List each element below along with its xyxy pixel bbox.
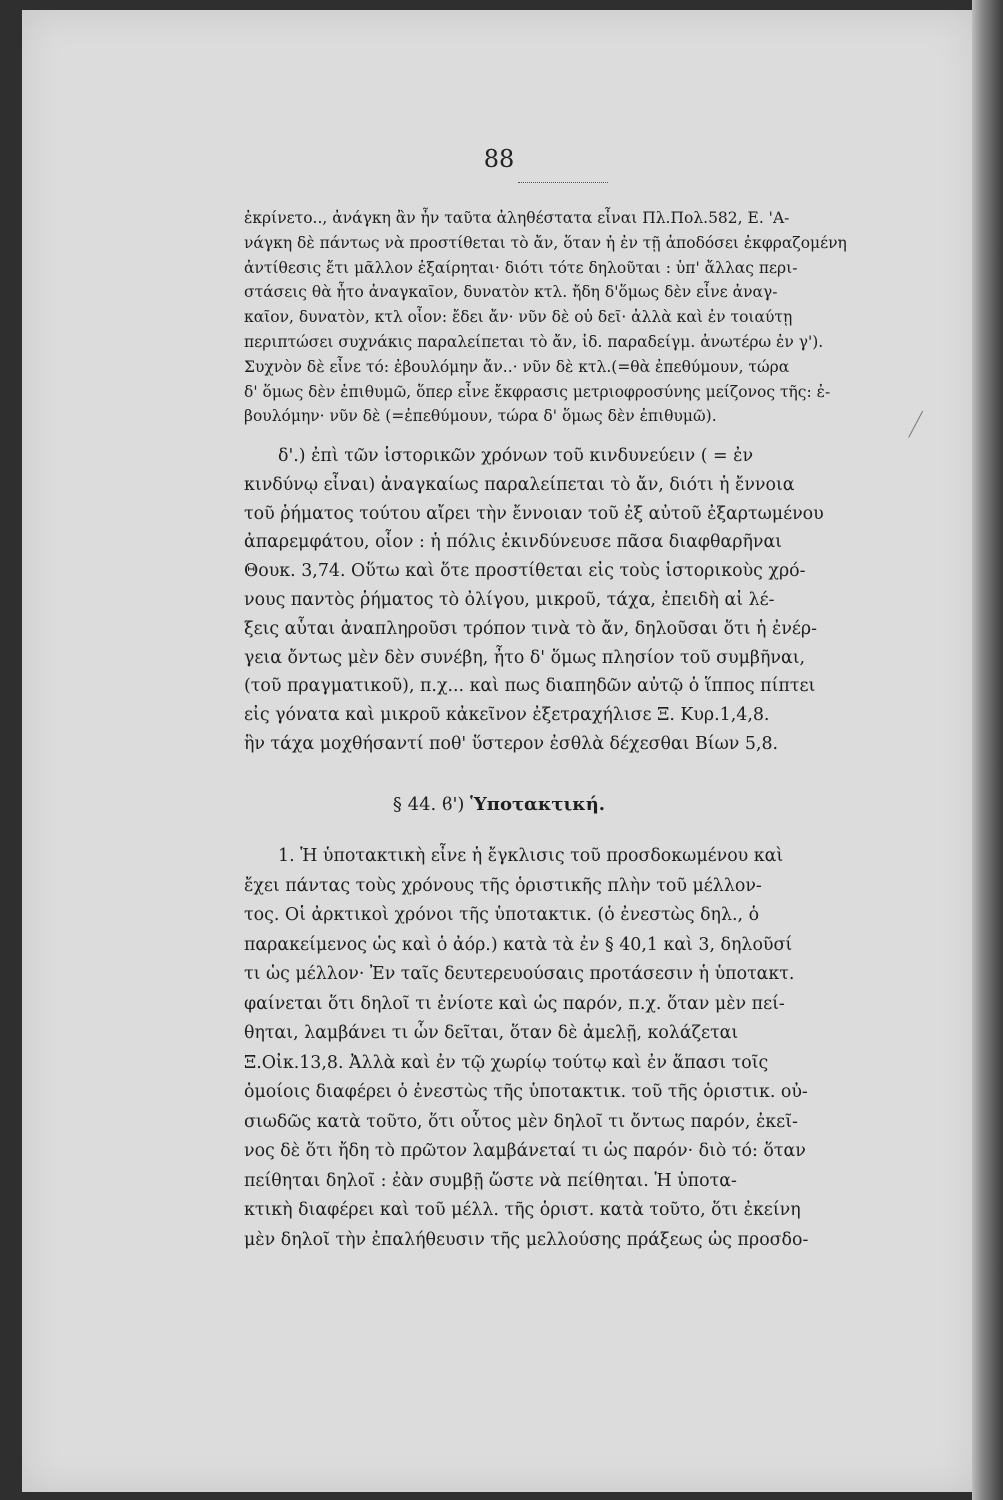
section-number: § 44. ϐ') xyxy=(392,794,465,815)
text-line: δ'.) ἐπὶ τῶν ἱστορικῶν χρόνων τοῦ κινδυνεύειν ( = ἐν xyxy=(278,446,754,466)
section-heading xyxy=(22,794,976,815)
text-line: Ξ.Οἰκ.13,8. Ἀλλὰ καὶ ἐν τῷ χωρίῳ τούτῳ καὶ ἐν ἅπασι τοῖς xyxy=(244,1052,769,1073)
text-line: νος δὲ ὅτι ἤδη τὸ πρῶτον λαμβάνεταί τι ὡς παρόν· διὸ τό: ὅταν xyxy=(244,1141,806,1161)
text-line: καῖον, δυνατὸν, κτλ οἷον: ἔδει ἄν· νῦν δὲ οὐ δεῖ· ἀλλὰ καὶ ἐν τοιαύτῃ xyxy=(244,308,793,327)
page-number: 88 xyxy=(483,145,515,173)
section-title: Ὑποτακτική. xyxy=(470,794,606,815)
text-line: 1. Ἡ ὑποτακτικὴ εἶνε ἡ ἔγκλισις τοῦ προσδοκωμένου καὶ xyxy=(278,846,784,866)
text-line: σιωδῶς κατὰ τοῦτο, ὅτι οὗτος μὲν δηλοῖ τι ὄντως παρόν, ἐκεῖ- xyxy=(244,1111,798,1132)
book-page xyxy=(22,10,976,1492)
text-line: περιπτώσει συχνάκις παραλείπεται τὸ ἄν, ἰδ. παραδείγμ. ἀνωτέρω ἐν γ'). xyxy=(244,332,824,351)
text-line: τι ὡς μέλλον· Ἐν ταῖς δευτερευούσαις προτάσεσιν ἡ ὑποτακτ. xyxy=(244,964,795,984)
text-line: Θουκ. 3,74. Οὕτω καὶ ὅτε προστίθεται εἰς τοὺς ἱστορικοὺς χρό- xyxy=(244,561,806,582)
text-line: Συχνὸν δὲ εἶνε τό: ἐβουλόμην ἄν..· νῦν δὲ κτλ.(=θὰ ἐπεθύμουν, τώρα xyxy=(244,357,790,376)
text-line: ἀντίθεσις ἔτι μᾶλλον ἐξαίρηται· διότι τότε δηλοῦται : ὑπ' ἄλλας περι- xyxy=(244,258,798,277)
text-line: τοῦ ῥήματος τούτου αἴρει τὴν ἔννοιαν τοῦ ἐξ αὐτοῦ ἐξαρτωμένου xyxy=(244,503,824,524)
header-rule xyxy=(518,182,608,183)
text-line: θηται, λαμβάνει τι ὧν δεῖται, ὅταν δὲ ἀμελῇ, κολάζεται xyxy=(244,1023,739,1043)
book-spine-edge xyxy=(972,0,1003,1500)
text-line: ἔχει πάντας τοὺς χρόνους τῆς ὁριστικῆς πλὴν τοῦ μέλλον- xyxy=(244,875,762,896)
text-line: δ' ὅμως δὲν ἐπιθυμῶ, ὅπερ εἶνε ἔκφρασις μετριοφροσύνης μείζονος τῆς: ἐ- xyxy=(244,382,831,401)
text-line: μὲν δηλοῖ τὴν ἐπαλήθευσιν τῆς μελλούσης πράξεως ὡς προσδο- xyxy=(244,1229,809,1250)
text-line: βουλόμην· νῦν δὲ (=ἐπεθύμουν, τώρα δ' ὅμως δὲν ἐπιθυμῶ). xyxy=(244,407,717,426)
paragraph-1 xyxy=(244,842,884,1255)
paragraph-d xyxy=(244,442,884,759)
text-line: ἐκρίνετο.., ἀνάγκη ἂν ἦν ταῦτα ἀληθέστατα εἶναι Πλ.Πολ.582, Ε. 'Α- xyxy=(244,209,790,227)
text-line: εἰς γόνατα καὶ μικροῦ κἀκεῖνον ἐξετραχήλισε Ξ. Κυρ.1,4,8. xyxy=(244,705,770,726)
text-line: νους παντὸς ῥήματος τὸ ὀλίγου, μικροῦ, τάχα, ἐπειδὴ αἱ λέ- xyxy=(244,589,775,610)
text-line: φαίνεται ὅτι δηλοῖ τι ἐνίοτε καὶ ὡς παρόν, π.χ. ὅταν μὲν πεί- xyxy=(244,993,785,1014)
text-line: πείθηται δηλοῖ : ἐὰν συμβῇ ὥστε νὰ πείθηται. Ἡ ὑποτα- xyxy=(244,1170,737,1191)
text-line: ξεις αὗται ἀναπληροῦσι τρόπον τινὰ τὸ ἄν, δηλοῦσαι ὅτι ἡ ἐνέρ- xyxy=(244,618,818,639)
text-line: (τοῦ πραγματικοῦ), π.χ... καὶ πως διαπηδῶν αὐτῷ ὁ ἵππος πίπτει xyxy=(244,676,816,697)
footnote-paragraph xyxy=(244,206,884,429)
text-line: γεια ὄντως μὲν δὲν συνέβη, ἦτο δ' ὅμως πλησίον τοῦ συμβῆναι, xyxy=(244,647,806,668)
text-line: παρακείμενος ὡς καὶ ὁ ἀόρ.) κατὰ τὰ ἐν § 40,1 καὶ 3, δηλοῦσί xyxy=(244,934,793,955)
text-line: κτικὴ διαφέρει καὶ τοῦ μέλλ. τῆς ὁριστ. κατὰ τοῦτο, ὅτι ἐκείνη xyxy=(244,1200,801,1220)
text-line: νάγκη δὲ πάντως νὰ προστίθεται τὸ ἄν, ὅταν ἡ ἐν τῇ ἀποδόσει ἐκφραζομένη xyxy=(244,233,847,252)
text-line: κινδύνῳ εἶναι) ἀναγκαίως παραλείπεται τὸ ἄν, διότι ἡ ἔννοια xyxy=(244,474,795,495)
pencil-mark xyxy=(896,404,923,438)
text-line: ἀπαρεμφάτου, οἷον : ἡ πόλις ἐκινδύνευσε πᾶσα διαφθαρῆναι xyxy=(244,532,783,553)
text-line: ὁμοίοις διαφέρει ὁ ἐνεστὼς τῆς ὑποτακτικ. τοῦ τῆς ὁριστικ. οὐ- xyxy=(244,1082,808,1102)
text-line: τος. Οἱ ἀρκτικοὶ χρόνοι τῆς ὑποτακτικ. (ὁ ἐνεστὼς δηλ., ὁ xyxy=(244,905,760,925)
text-line: στάσεις θὰ ἦτο ἀναγκαῖον, δυνατὸν κτλ. ἤδη δ'ὅμως δὲν εἶνε ἀναγ- xyxy=(244,283,778,302)
text-line: ἣν τάχα μοχθήσαντί ποθ' ὕστερον ἐσθλὰ δέχεσθαι Βίων 5,8. xyxy=(244,733,779,754)
